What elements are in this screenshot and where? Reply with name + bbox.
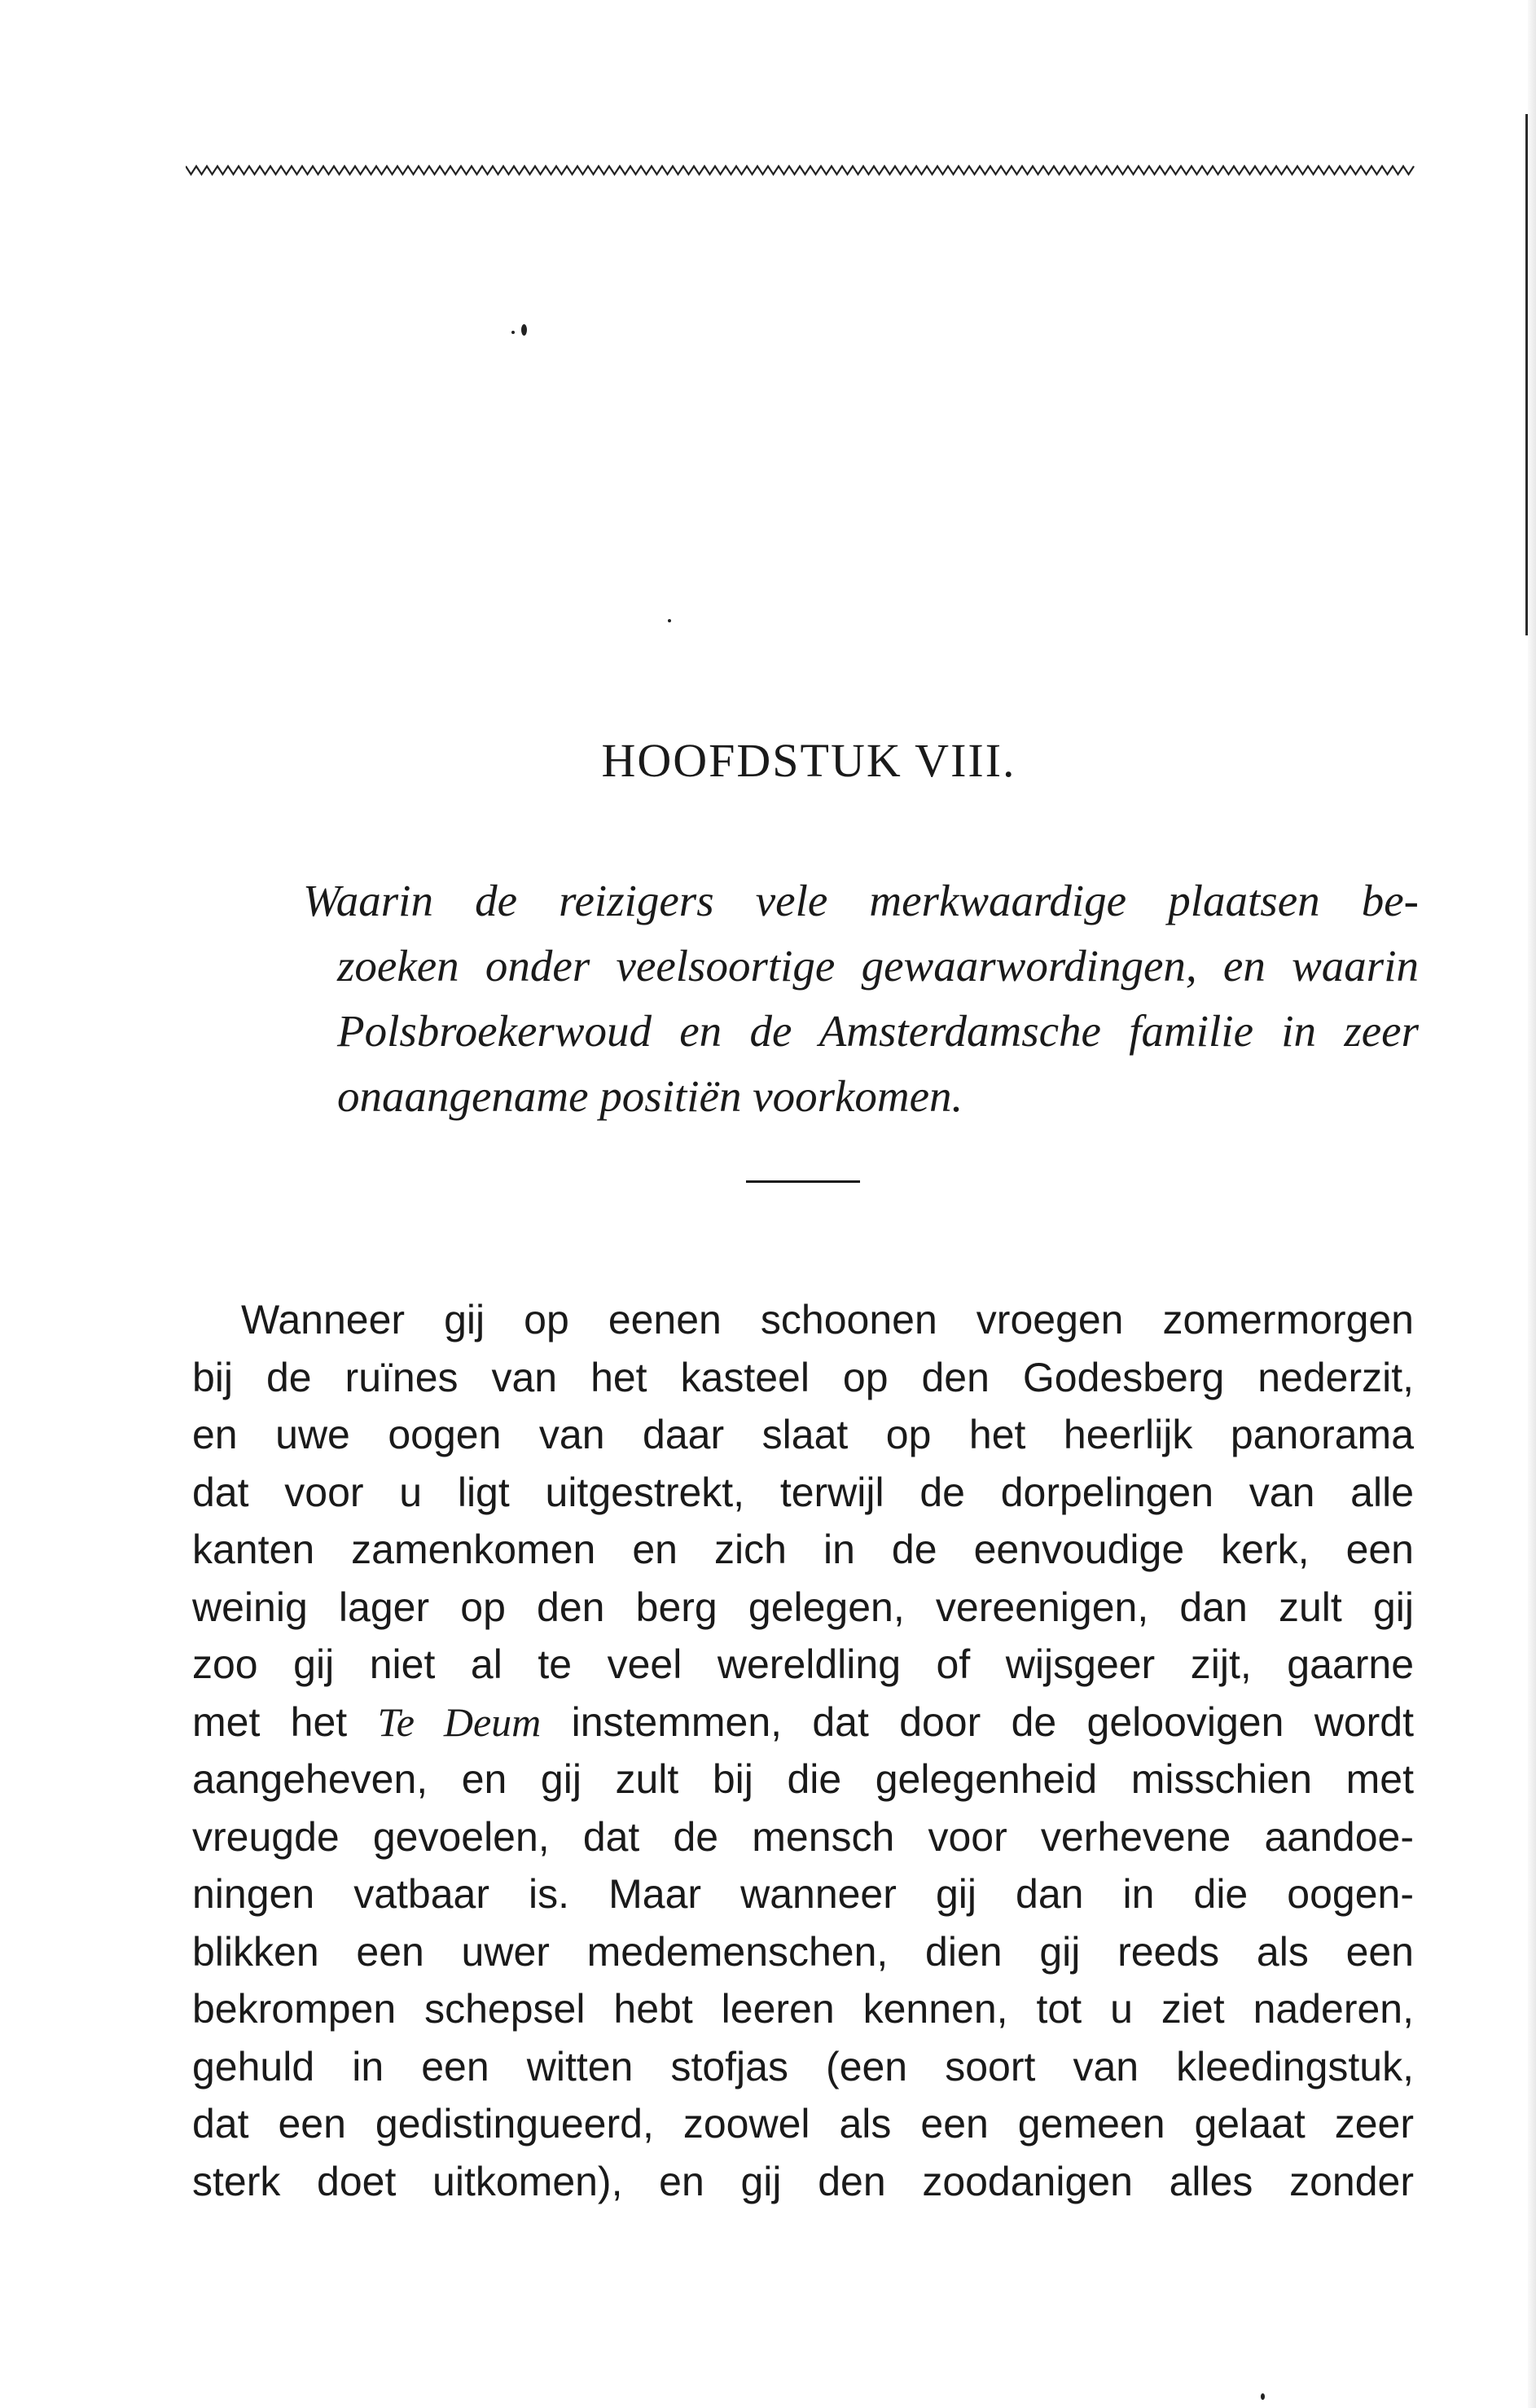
body-line: Wanneer gij op eenen schoonen vroegen zomermorgen: [241, 1297, 1414, 1342]
body-line: vreugde gevoelen, dat de mensch voor verhevene aandoe-: [192, 1813, 1414, 1860]
italic-title-te-deum: Te Deum: [377, 1698, 542, 1745]
chapter-summary: [303, 868, 1419, 1129]
print-speck: [668, 619, 671, 622]
body-line: kanten zamenkomen en zich in de eenvoudige kerk, een: [192, 1527, 1414, 1572]
body-line: ningen vatbaar is. Maar wanneer gij dan in die oogen-: [192, 1871, 1414, 1917]
body-line: en uwe oogen van daar slaat op het heerlijk panorama: [192, 1412, 1414, 1457]
body-line: dat een gedistingueerd, zoowel als een gemeen gelaat zeer: [192, 2101, 1414, 2147]
body-line-text: instemmen, dat door de geloovigen wordt: [541, 1698, 1414, 1745]
body-line: bekrompen schepsel hebt leeren kennen, tot u ziet naderen,: [192, 1986, 1414, 2032]
body-line: zoo gij niet al te veel wereldling of wijsgeer zijt, gaarne: [192, 1641, 1414, 1687]
body-line: [192, 1694, 1414, 1751]
print-speck: [521, 324, 527, 336]
summary-line: zoeken onder veelsoortige gewaarwordingen, en waarin: [337, 941, 1419, 991]
body-line: sterk doet uitkomen), en gij den zoodanigen alles zonder: [192, 2158, 1414, 2204]
summary-line: onaangename positiën voorkomen.: [337, 1071, 963, 1121]
print-speck: [511, 331, 515, 334]
body-paragraph: [192, 1291, 1414, 2210]
body-line: aangeheven, en gij zult bij die gelegenheid misschien met: [192, 1756, 1414, 1802]
section-divider: [746, 1180, 860, 1183]
print-speck: [1261, 2393, 1265, 2400]
body-line: bij de ruïnes van het kasteel op den Godesberg nederzit,: [192, 1354, 1414, 1400]
body-line: dat voor u ligt uitgestrekt, terwijl de dorpelingen van alle: [192, 1469, 1414, 1515]
body-line: gehuld in een witten stofjas (een soort van kleedingstuk,: [192, 2043, 1414, 2089]
summary-line: Polsbroekerwoud en de Amsterdamsche familie in zeer: [337, 1006, 1419, 1056]
body-line: blikken een uwer medemenschen, dien gij reeds als een: [192, 1928, 1414, 1975]
summary-line: Waarin de reizigers vele merkwaardige plaatsen be-: [303, 876, 1419, 925]
scan-edge: [1528, 0, 1536, 2408]
scan-edge-line: [1525, 114, 1528, 635]
body-line-text: met het: [192, 1698, 378, 1745]
body-line: weinig lager op den berg gelegen, vereenigen, dan zult gij: [192, 1584, 1414, 1630]
chapter-heading: HOOFDSTUK VIII.: [601, 734, 1016, 787]
wavy-ornament-rule: [186, 160, 1415, 181]
